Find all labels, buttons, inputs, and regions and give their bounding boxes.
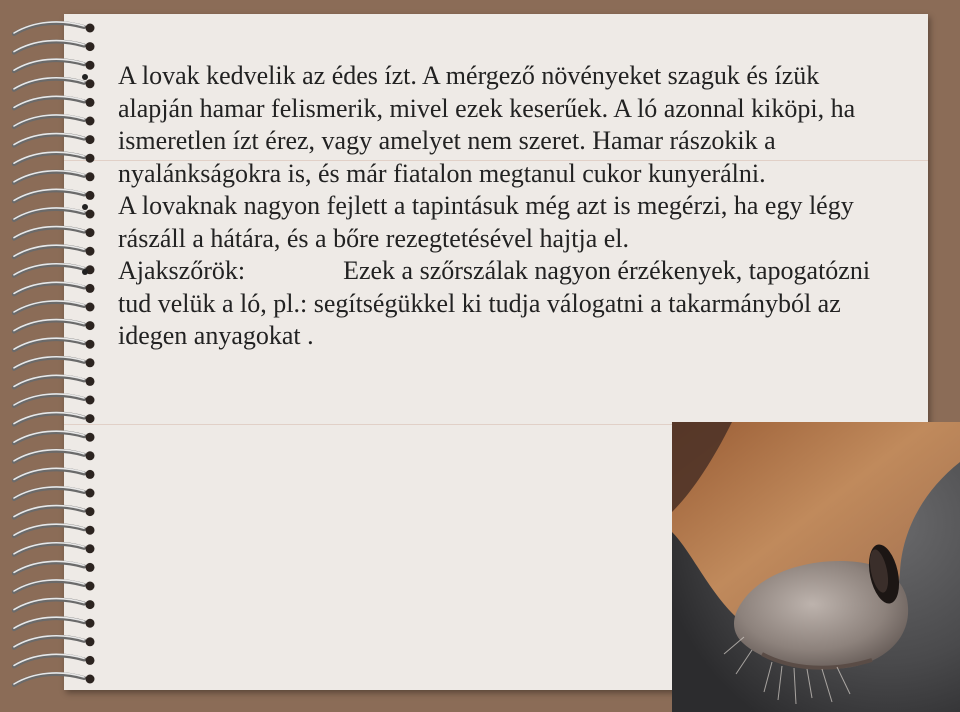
spiral-ring-icon	[14, 394, 95, 406]
spiral-ring-icon	[14, 654, 95, 666]
bullet-item-taste	[78, 60, 878, 190]
spiral-ring-icon	[14, 468, 95, 480]
spiral-ring-icon	[14, 673, 95, 685]
spiral-ring-icon	[14, 413, 95, 425]
spiral-ring-icon	[14, 561, 95, 573]
spiral-ring-icon	[14, 22, 95, 34]
spiral-ring-icon	[14, 580, 95, 592]
bullet-item-touch	[78, 190, 878, 255]
spiral-ring-icon	[14, 450, 95, 462]
spiral-ring-icon	[14, 617, 95, 629]
bullet-label: Ajakszőrök:	[118, 256, 246, 285]
bullet-item-whiskers	[78, 255, 878, 353]
bullet-text: Ezek a szőrszálak nagyon érzékenyek, tapogatózni tud velük a ló, pl.: segítségükkel ki tudja válogatni a takarmányból az idegen anyagokat .	[118, 256, 871, 350]
bullet-icon	[82, 269, 88, 275]
spiral-ring-icon	[14, 375, 95, 387]
slide-content	[78, 60, 878, 353]
bullet-icon	[82, 204, 88, 210]
spiral-ring-icon	[14, 357, 95, 369]
spiral-ring-icon	[14, 487, 95, 499]
bullet-text: A lovak kedvelik az édes ízt. A mérgező növényeket szaguk és ízük alapján hamar felismerik, mivel ezek keserűek. A ló azonnal kiköpi, ha ismeretlen ízt érez, vagy amelyet nem szeret. Hamar rászokik a nyalánkságokra is, és már fiatalon megtanul cukor kunyerálni.	[118, 61, 856, 188]
spiral-ring-icon	[14, 599, 95, 611]
spiral-ring-icon	[14, 41, 95, 53]
spiral-ring-icon	[14, 524, 95, 536]
bullet-list	[78, 60, 878, 353]
spiral-ring-icon	[14, 506, 95, 518]
spiral-ring-icon	[14, 636, 95, 648]
spiral-ring-icon	[14, 431, 95, 443]
bullet-icon	[82, 74, 88, 80]
bullet-text: A lovaknak nagyon fejlett a tapintásuk még azt is megérzi, ha egy légy rászáll a hátára, és a bőre rezegtetésével hajtja el.	[118, 191, 854, 253]
spiral-ring-icon	[14, 543, 95, 555]
horse-muzzle-photo-icon	[672, 422, 960, 712]
